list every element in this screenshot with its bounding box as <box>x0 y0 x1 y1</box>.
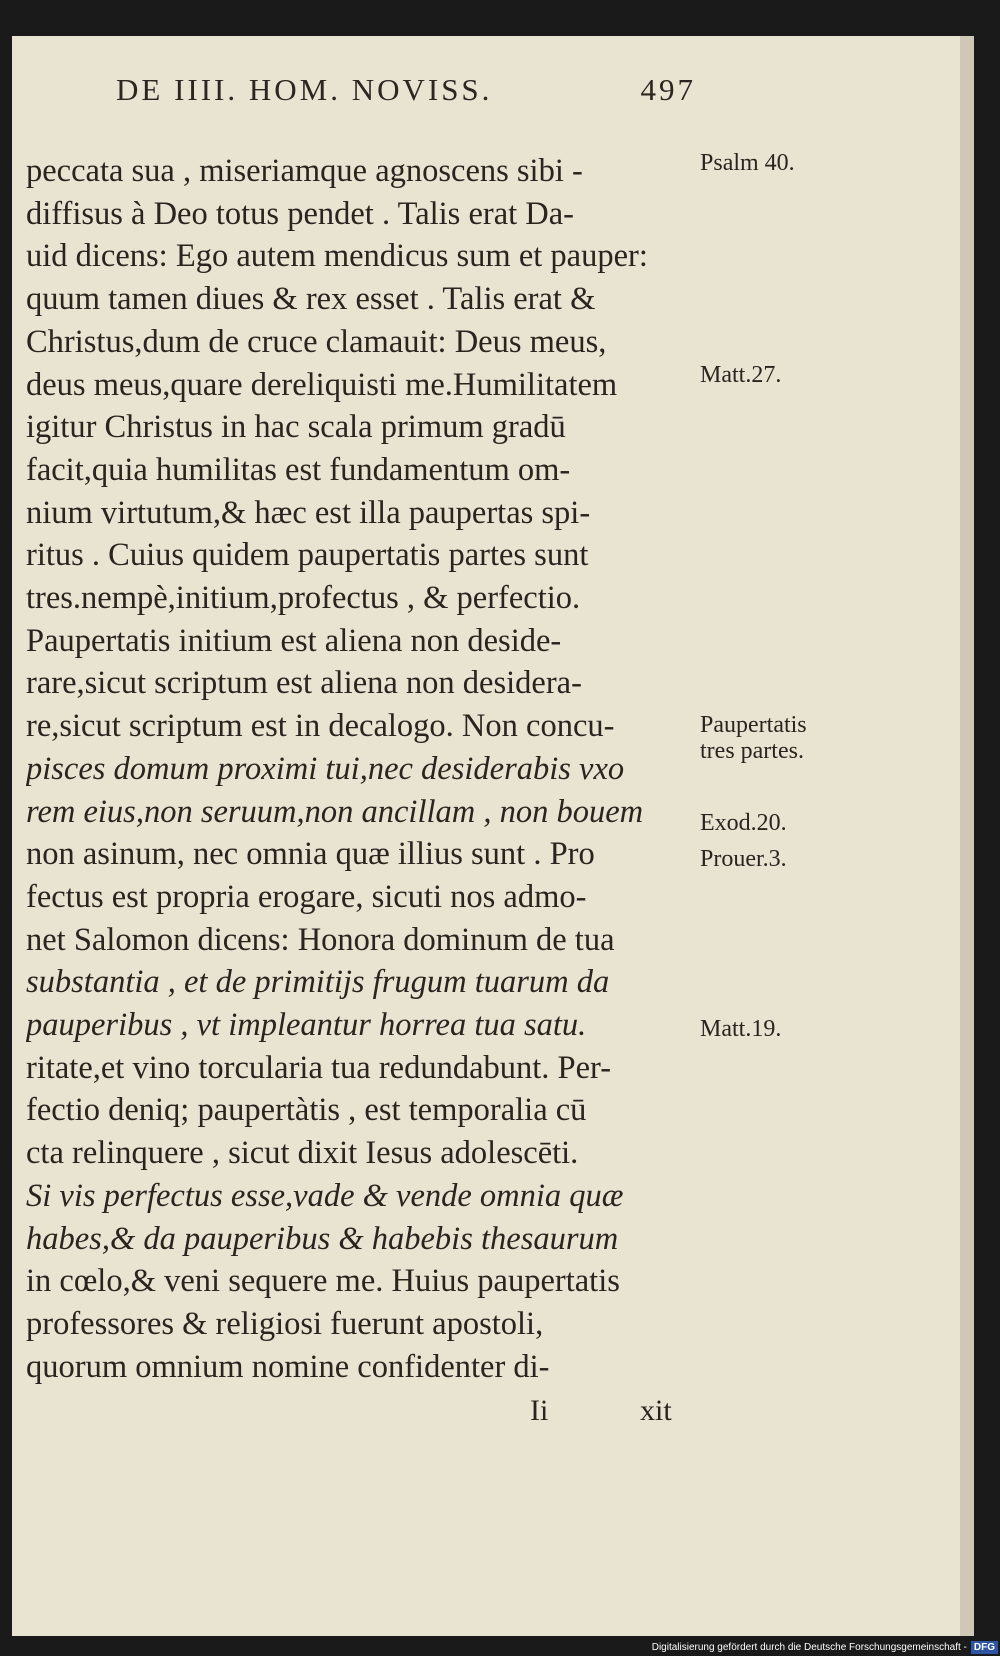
text-line: substantia , et de primitijs frugum tuarum da <box>26 964 610 1001</box>
text-line: professores & religiosi fuerunt apostoli, <box>26 1305 544 1342</box>
margin-note-matt27: Matt.27. <box>700 362 782 388</box>
margin-note-prouer: Prouer.3. <box>700 846 787 872</box>
page-number: 497 <box>640 72 696 107</box>
text-line: deus meus,quare dereliquisti me.Humilitatem <box>26 366 618 403</box>
main-text-block <box>26 150 716 1388</box>
text-line: pisces domum proximi tui,nec desiderabis vxo <box>26 750 625 787</box>
margin-note-matt19: Matt.19. <box>700 1016 782 1042</box>
text-line: re,sicut scriptum est in decalogo. Non concu- <box>26 708 615 745</box>
text-line: pauperibus , vt impleantur horrea tua satu. <box>26 1007 587 1044</box>
text-line: quum tamen diues & rex esset . Talis erat & <box>26 281 596 318</box>
text-line: igitur Christus in hac scala primum gradū <box>26 409 566 446</box>
text-line: Christus,dum de cruce clamauit: Deus meus, <box>26 323 607 360</box>
signature-mark: Ii <box>530 1394 549 1427</box>
text-line: uid dicens: Ego autem mendicus sum et pauper: <box>26 238 648 275</box>
text-line: nium virtutum,& hæc est illa paupertas spi- <box>26 494 591 531</box>
text-line: peccata sua , miseriamque agnoscens sibi - <box>26 153 583 189</box>
text-line: habes,& da pauperibus & habebis thesaurum <box>26 1220 619 1257</box>
margin-note-paupertatis: Paupertatis tres partes. <box>700 712 807 764</box>
text-line: ritus . Cuius quidem paupertatis partes sunt <box>26 537 589 574</box>
catchword: xit <box>640 1394 672 1427</box>
text-line: quorum omnium nomine confidenter di- <box>26 1348 550 1385</box>
text-line: ritate,et vino torcularia tua redundabunt. Per- <box>26 1049 612 1086</box>
dfg-logo: DFG <box>971 1641 998 1654</box>
text-line: rem eius,non seruum,non ancillam , non bouem <box>26 793 644 830</box>
text-line: Si vis perfectus esse,vade & vende omnia quæ <box>26 1177 624 1214</box>
text-line: diffisus à Deo totus pendet . Talis erat Da- <box>26 195 574 232</box>
running-title: DE IIII. HOM. NOVISS. <box>116 72 493 107</box>
running-header <box>116 72 696 108</box>
text-line: Paupertatis initium est aliena non deside- <box>26 622 562 659</box>
text-line: fectio deniq; paupertàtis , est temporalia cū <box>26 1092 587 1129</box>
text-line: tres.nempè,initium,profectus , & perfectio. <box>26 580 581 617</box>
text-line: non asinum, nec omnia quæ illius sunt . Pro <box>26 836 595 873</box>
text-line: in cœlo,& veni sequere me. Huius paupertatis <box>26 1263 620 1300</box>
text-line: rare,sicut scriptum est aliena non desidera- <box>26 665 582 702</box>
funding-credit: Digitalisierung gefördert durch die Deutsche Forschungsgemeinschaft - <box>651 1641 967 1653</box>
digitization-footer <box>652 1640 998 1654</box>
text-line: net Salomon dicens: Honora dominum de tua <box>26 921 615 958</box>
margin-note-psalm: Psalm 40. <box>700 150 795 176</box>
margin-note-exod: Exod.20. <box>700 810 787 836</box>
text-line: facit,quia humilitas est fundamentum om- <box>26 451 571 488</box>
text-line: cta relinquere , sicut dixit Iesus adolescēti. <box>26 1135 579 1172</box>
text-line: fectus est propria erogare, sicuti nos admo- <box>26 878 587 915</box>
